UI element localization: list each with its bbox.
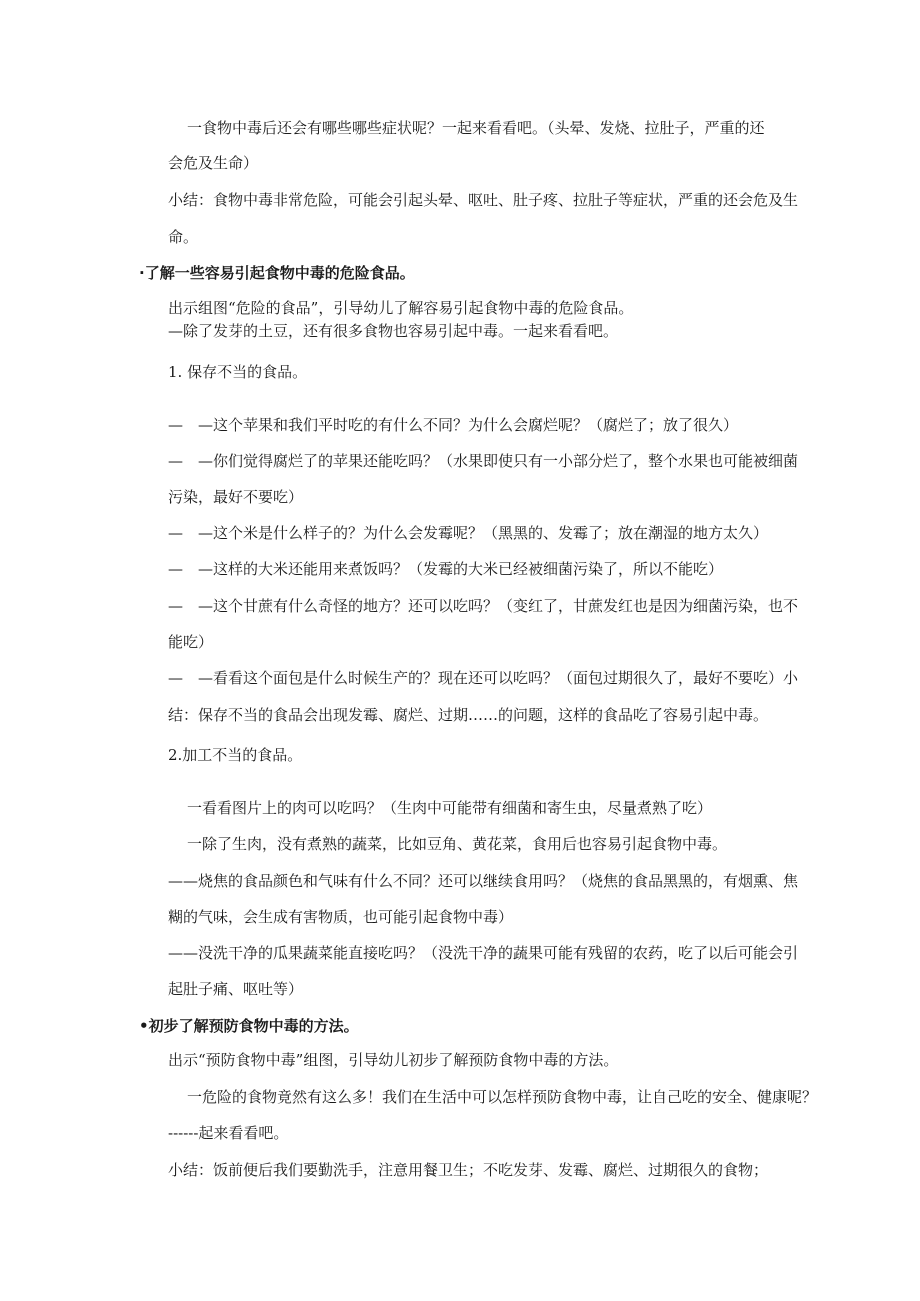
- summary-line: 小结：饭前便后我们要勤洗手，注意用餐卫生；不吃发芽、发霉、腐烂、过期很久的食物；: [168, 1161, 769, 1179]
- paragraph-line: 出示“预防食物中毒”组图，引导幼儿初步了解预防食物中毒的方法。: [168, 1051, 619, 1069]
- paragraph-line: ------起来看看吧。: [168, 1124, 289, 1142]
- qa-line: 能吃）: [168, 633, 214, 651]
- qa-line: — —看看这个面包是什么时候生产的？现在还可以吃吗？（面包过期很久了，最好不要吃）小: [168, 669, 799, 687]
- qa-line: 起肚子痛、呕吐等）: [168, 980, 304, 998]
- qa-line: 糊的气味，会生成有害物质，也可能引起食物中毒）: [168, 908, 514, 926]
- qa-line: — —这个米是什么样子的？为什么会发霉呢？（黑黑的、发霉了；放在潮湿的地方太久）: [168, 524, 769, 542]
- section-heading: ·了解一些容易引起食物中毒的危险食品。: [139, 264, 415, 282]
- summary-line: 命。: [168, 228, 199, 246]
- qa-line: 结：保存不当的食品会出现发霉、腐烂、过期……的问题，这样的食品吃了容易引起中毒。: [168, 706, 769, 724]
- qa-line: ——没洗干净的瓜果蔬菜能直接吃吗？（没洗干净的蔬果可能有残留的农药，吃了以后可能会引: [168, 944, 799, 962]
- summary-line: 小结：食物中毒非常危险，可能会引起头晕、呕吐、肚子疼、拉肚子等症状，严重的还会危及生: [168, 191, 799, 209]
- qa-line: — —你们觉得腐烂了的苹果还能吃吗？（水果即使只有一小部分烂了，整个水果也可能被细菌: [168, 452, 799, 470]
- qa-line: 一除了生肉，没有煮熟的蔬菜，比如豆角、黄花菜，食用后也容易引起食物中毒。: [187, 835, 728, 853]
- subsection-title: 1. 保存不当的食品。: [168, 363, 308, 381]
- qa-line: — —这个苹果和我们平时吃的有什么不同？为什么会腐烂呢？（腐烂了；放了很久）: [168, 416, 739, 434]
- qa-line: ——烧焦的食品颜色和气味有什么不同？还可以继续食用吗？（烧焦的食品黑黑的，有烟熏、焦: [168, 872, 799, 890]
- paragraph-line: —除了发芽的土豆，还有很多食物也容易引起中毒。一起来看看吧。: [168, 322, 619, 340]
- paragraph-line: 出示组图“危险的食品”，引导幼儿了解容易引起食物中毒的危险食品。: [168, 299, 634, 317]
- section-heading: •初步了解预防食物中毒的方法。: [139, 1017, 359, 1035]
- qa-line: — —这个甘蔗有什么奇怪的地方？还可以吃吗？（变红了，甘蔗发红也是因为细菌污染，也不: [168, 597, 799, 615]
- paragraph-line: 会危及生命）: [168, 154, 259, 172]
- qa-line: 污染，最好不要吃）: [168, 488, 304, 506]
- qa-line: — —这样的大米还能用来煮饭吗？（发霉的大米已经被细菌污染了，所以不能吃）: [168, 560, 724, 578]
- qa-line: 一看看图片上的肉可以吃吗？（生肉中可能带有细菌和寄生虫，尽量煮熟了吃）: [187, 799, 713, 817]
- subsection-title: 2.加工不当的食品。: [168, 746, 303, 764]
- paragraph-line: 一食物中毒后还会有哪些哪些症状呢？一起来看看吧。（头晕、发烧、拉肚子，严重的还: [187, 119, 765, 137]
- paragraph-line: 一危险的食物竟然有这么多！我们在生活中可以怎样预防食物中毒，让自己吃的安全、健康呢？: [187, 1088, 818, 1106]
